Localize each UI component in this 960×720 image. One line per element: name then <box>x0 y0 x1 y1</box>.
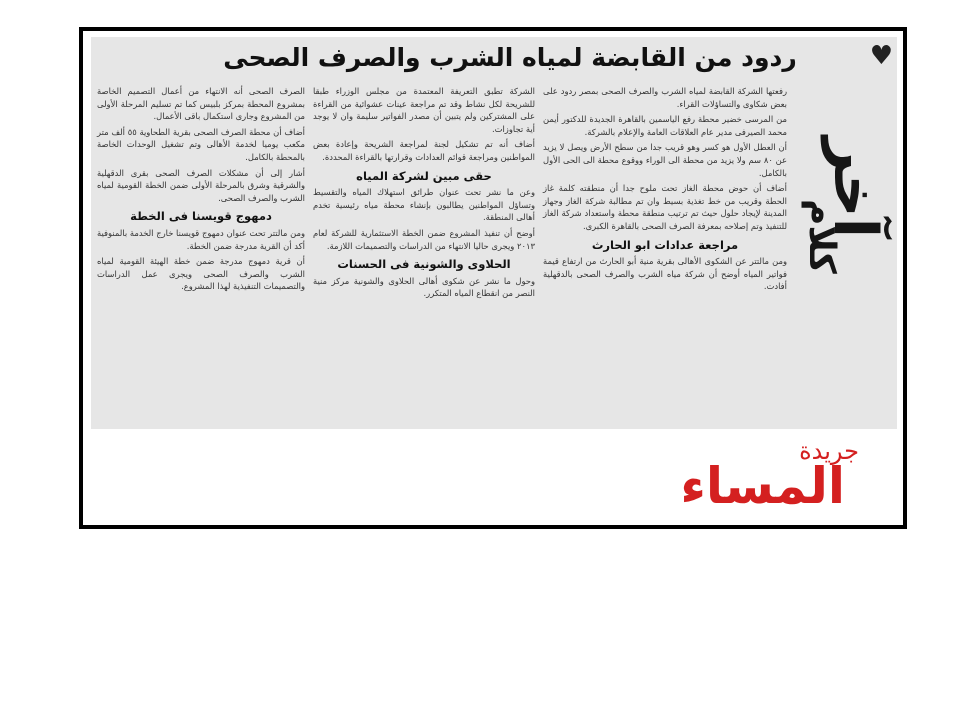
subheading: دمهوج قويسنا فى الخطة <box>130 209 272 224</box>
paragraph: من المرسى خضير محطة رفع الياسمين بالقاهرة الجديدة للدكتور أيمن محمد الصيرفى مدير عام العلاقات العامة والإعلام بالشركة. <box>543 114 787 137</box>
column-title-line2: كلام <box>801 199 842 274</box>
subheading: الحلاوى والشونية فى الحسنات <box>337 257 511 272</box>
article-column-middle <box>313 85 535 303</box>
subheading: مراجعة عدادات ابو الحارث <box>591 237 739 252</box>
paragraph: أن قرية دمهوج مدرجة ضمن خطة الهيئة القومية لمياه الشرب والصرف الصحى ويجرى عمل الدراسات والتصميمات التنفيذية لهذا المشروع. <box>97 256 305 292</box>
paragraph: رفعتها الشركة القابضة لمياه الشرب والصرف الصحى بمصر ردود على بعض شكاوى والتساؤلات القراء. <box>543 86 787 109</box>
paragraph: أضاف أن حوض محطة الغاز تحت ملوح جدا أن منطقته كلمة غاز الحطة وقريب من خط تغذية بسيط وان تم مطالبة شركة الغاز وجهاز المدينة لإيجاد حلول حيث تم ترتيب منطقة محطة واستعداد شركة الغاز للتنفيذ وتم إصلاحه بمعرفة الصرف الصحى بالقاهرة الكبرى. <box>543 183 787 231</box>
subheading: حقى مبين لشركة المياه <box>356 168 492 183</box>
paragraph: الشركة تطبق التعريفة المعتمدة من مجلس الوزراء طبقا للشريحة لكل نشاط وقد تم مراجعة عينات عشوائية من القراءة على المشتركين ولم يتبين أن مصدر الفواتير سليمة وان لا يوجد أية تجاوزات. <box>313 86 535 134</box>
paragraph: أن العطل الأول هو كسر وهو قريب جدا من سطح الأرض ويصل لا يزيد عن ٨٠ سم ولا يزيد من محطة الى الوراء ووقوع محطة الى الحى الأول بالكامل. <box>543 142 787 178</box>
paragraph: وحول ما نشر عن شكوى أهالى الحلاوى والشونية مركز منية النصر من انقطاع المياه المتكرر. <box>313 275 535 299</box>
paragraph: أضاف أنه تم تشكيل لجنة لمراجعة الشريحة وإعادة بعض المواطنين ومراجعة قوائم العدادات وقرارتها بالقراءة المحددة. <box>313 139 535 162</box>
column-title-line1: آخر <box>820 137 890 239</box>
paragraph: الصرف الصحى أنه الانتهاء من أعمال التصميم الخاصة بمشروع المحطة بمركز بلبيس كما تم تسليم المرحلة الأولى من المشروع وجارى استكمال باقى الأعمال. <box>97 86 305 122</box>
article-column-left <box>97 85 305 296</box>
logo-small-text: جريدة <box>799 437 859 465</box>
paragraph: أوضح أن تنفيذ المشروع ضمن الخطة الاستثمارية للشركة لعام ٢٠١٣ ويجرى حاليا الانتهاء من الدراسات والتصميمات اللازمة. <box>313 227 535 251</box>
paragraph: وعن ما نشر تحت عنوان طرائق استهلاك المياه والتقسيط وتساؤل المواطنين يطالبون بإنشاء محطة مياه رئيسية تخدم أهالى المنطقة. <box>313 187 535 223</box>
paragraph: ومن مالتتر تحت عنوان دمهوج قويسنا خارج الخدمة بالمنوفية أكد أن القرية مدرجة ضمن الخطة. <box>97 227 305 251</box>
article-headline: ردود من القابضة لمياه الشرب والصرف الصحى <box>223 43 797 72</box>
logo-big-text: المساء <box>680 457 845 515</box>
paragraph: ومن مالتتر عن الشكوى الأهالى بقرية منية أبو الحارث من ارتفاع قيمة فواتير المياه أوضح أن شركة مياه الشرب والصرف الصحى بالدقهلية أفادت. <box>543 256 787 292</box>
heart-icon: ♥ <box>869 41 893 71</box>
document-frame <box>79 27 907 529</box>
paragraph: أشار إلى أن مشكلات الصرف الصحى بقرى الدقهلية والشرقية وشرق بالمرحلة الأولى ضمن الخطة القومية لمياه الشرب والصرف الصحى. <box>97 167 305 203</box>
paragraph: أضاف أن محطة الصرف الصحى بقرية الطحاوية ٥٥ ألف متر مكعب يوميا لخدمة الأهالى وتم تشغيل الوحدات الخاصة بالمحطة بالكامل. <box>97 126 306 162</box>
newspaper-logo <box>665 433 899 521</box>
article-column-right <box>543 85 787 296</box>
column-title <box>795 137 891 357</box>
newspaper-clipping <box>91 37 897 429</box>
